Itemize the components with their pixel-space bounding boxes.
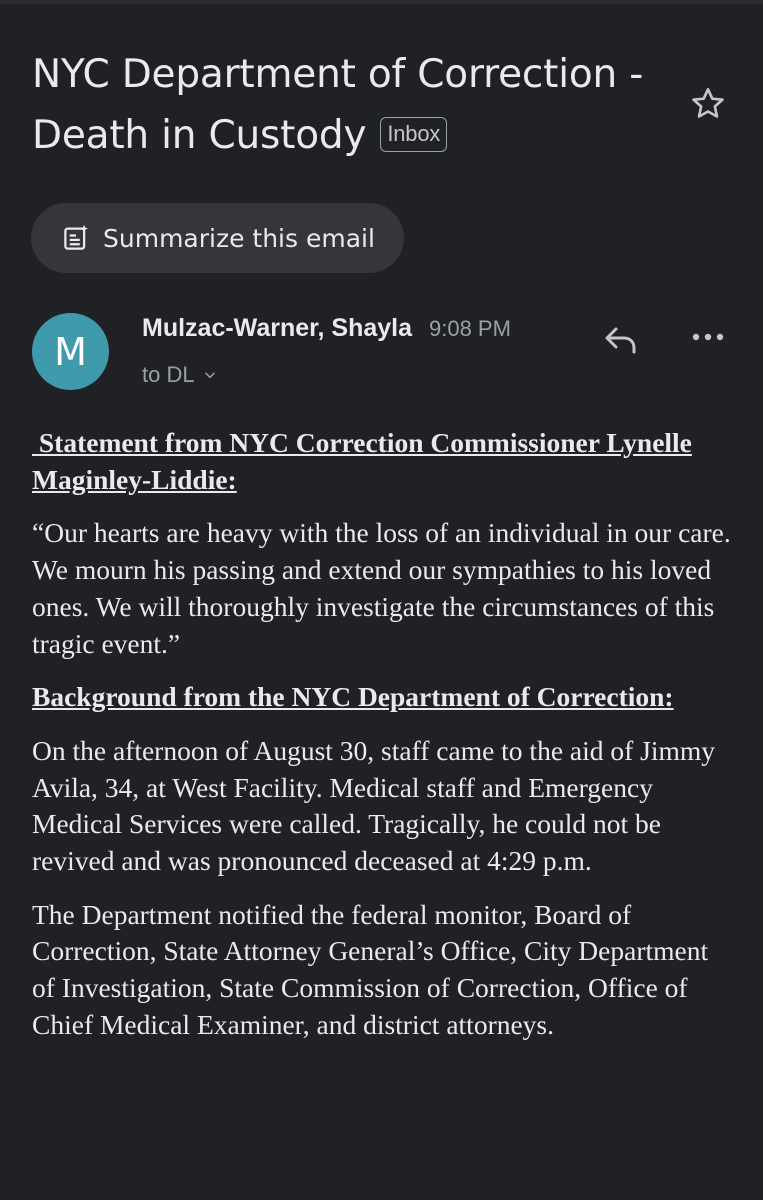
email-subject — [32, 44, 672, 166]
email-body — [32, 425, 732, 1044]
statement-heading — [32, 425, 732, 498]
sent-time: 9:08 PM — [429, 316, 511, 341]
background-heading: Background from the NYC Department of Correction: — [32, 681, 674, 713]
inbox-label-chip[interactable]: Inbox — [380, 117, 447, 152]
statement-heading-text: Statement from NYC Correction Commissioner Lynelle Maginley-Liddie: — [32, 427, 692, 495]
summarize-icon — [61, 223, 91, 253]
sender-name[interactable]: Mulzac-Warner, Shayla — [142, 314, 412, 342]
notification-paragraph: The Department notified the federal monitor, Board of Correction, State Attorney General’s Office, City Department of Investigation, State Commission of Correction, Office of Chief Medical Examiner, and district attorneys. — [32, 898, 709, 1040]
recipient-toggle[interactable] — [142, 362, 217, 388]
recipient-label: to DL — [142, 362, 195, 387]
chevron-down-icon — [203, 368, 217, 382]
statement-paragraph: “Our hearts are heavy with the loss of an individual in our care. We mourn his passing and extend our sympathies to his loved ones. We will thoroughly investigate the circumstances of this tragic event.” — [32, 517, 731, 659]
sender-avatar[interactable]: M — [32, 313, 109, 390]
background-paragraph: On the afternoon of August 30, staff came to the aid of Jimmy Avila, 34, at West Facility. Medical staff and Emergency Medical Services were called. Tragically, he could not be revived and was pronounced deceased at 4:29 p.m. — [32, 734, 716, 877]
top-divider — [0, 0, 763, 4]
summarize-email-button[interactable] — [31, 203, 404, 273]
summarize-label: Summarize this email — [103, 223, 375, 253]
reply-icon[interactable] — [602, 320, 642, 356]
sender-line — [142, 314, 511, 343]
subject-text: NYC Department of Correction - Death in Custody — [32, 52, 644, 158]
more-vert-icon[interactable] — [688, 322, 728, 352]
star-icon[interactable] — [688, 84, 728, 124]
